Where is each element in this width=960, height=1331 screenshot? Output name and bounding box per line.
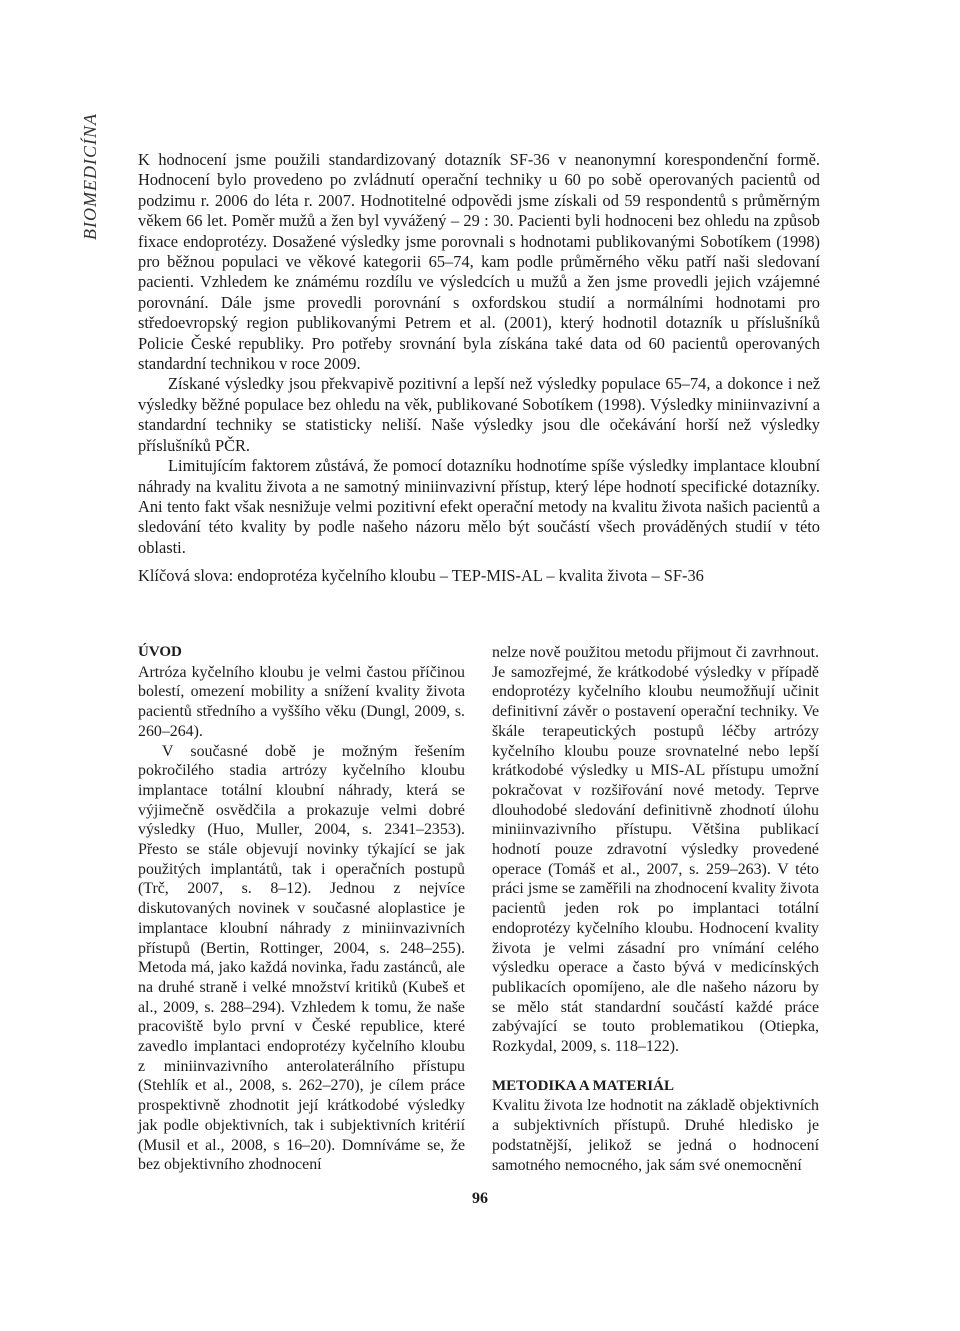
body-paragraph: Artróza kyčelního kloubu je velmi častou příčinou bolestí, omezení mobility a snížení kvality života pacientů středního a vyššího věku (Dungl, 2009, s. 260–264). bbox=[138, 663, 465, 740]
left-column bbox=[138, 643, 465, 1175]
abstract bbox=[138, 150, 820, 558]
heading-uvod: ÚVOD bbox=[138, 644, 182, 660]
heading-metodika: METODIKA A MATERIÁL bbox=[492, 1077, 674, 1094]
right-column bbox=[492, 643, 819, 1175]
section-side-label: BIOMEDICÍNA bbox=[80, 113, 100, 240]
body-paragraph: nelze nově použitou metodu přijmout či zavrhnout. Je samozřejmé, že krátkodobé výsledky v případě endoprotézy kyčelního kloubu neumožňují učinit definitivní závěr o postavení operační techniky. Ve škále terapeutických postupů léčby artrózy kyčelního kloubu pouze srovnatelné nebo lepší krátkodobé výsledky u MIS-AL přístupu umožní pokračovat v rozšiřování nové metody. Teprve dlouhodobé sledování definitivně zhodnotí úlohu miniinvazivního přístupu. Většina publikací hodnotí pouze zdravotní výsledky provedené operace (Tomáš et al., 2007, s. 259–263). V této práci jsme se zaměřili na zhodnocení kvality života pacientů jeden rok po implantaci totální endoprotézy kyčelního kloubu. Hodnocení kvality života je velmi zásadní pro vnímání celého výsledku operace a často bývá v medicínských publikacích opomíjeno, ale dle našeho názoru by se mělo stát standardní součástí každé práce zabývající se touto problematikou (Otiepka, Rozkydal, 2009, s. 118–122). bbox=[492, 644, 819, 1056]
abstract-paragraph: K hodnocení jsme použili standardizovaný dotazník SF-36 v neanonymní korespondenční formě. Hodnocení bylo provedeno po zvládnutí operační techniky u 60 po sobě operovaných pacientů od podzimu r. 2006 do léta r. 2007. Hodnotitelné odpovědi jsme získali od 59 respondentů s průměrným věkem 66 let. Poměr mužů a žen byl vyvážený – 29 : 30. Pacienti byli hodnoceni bez ohledu na způsob fixace endoprotézy. Dosažené výsledky jsme porovnali s hodnotami publikovanými Sobotíkem (1998) pro běžnou populaci ve věkové kategorii 65–74, kam podle průměrného věku patří naši sledovaní pacienti. Vzhledem ke známému rozdílu ve výsledcích u mužů a žen jsme provedli jejich vzájemné porovnání. Dále jsme provedli porovnání s oxfordskou studií a normálními hodnotami pro středoevropský region publikovanými Petrem et al. (2001), který hodnotil dotazník u příslušníků Policie České republiky. Pro potřeby srovnání byla získána také data od 60 pacientů operovaných standardní technikou v roce 2009. bbox=[138, 150, 820, 374]
body-paragraph: V současné době je možným řešením pokročilého stadia artrózy kyčelního kloubu implantace totální kloubní náhrady, která se výjimečně osvědčila a prokazuje velmi dobré výsledky (Huo, Muller, 2004, s. 2341–2353). Přesto se stále objevují novinky týkající se jak použitých implantátů, tak i operačních postupů (Trč, 2007, s. 8–12). Jednou z nejvíce diskutovaných novinek v současné aloplastice je implantace kloubní náhrady z miniinvazivních přístupů (Bertin, Rottinger, 2004, s. 248–255). Metoda má, jako každá novinka, řadu zastánců, ale na druhé straně i velké množství kritiků (Kubeš et al., 2009, s. 288–294). Vzhledem k tomu, že naše pracoviště bylo první v České republice, které zavedlo implantaci endoprotézy kyčelního kloubu z miniinvazivního anterolaterálního přístupu (Stehlík et al., 2008, s. 262–270), je cílem práce prospektivně zhodnotit její krátkodobé výsledky jak podle objektivních, tak i subjektivních kritérií (Musil et al., 2008, s 16–20). Domníváme se, že bez objektivního zhodnocení bbox=[138, 742, 465, 1174]
abstract-paragraph: Získané výsledky jsou překvapivě pozitivní a lepší než výsledky populace 65–74, a dokonce i než výsledky běžné populace bez ohledu na věk, publikované Sobotíkem (1998). Výsledky miniinvazivní a standardní techniky se statisticky neliší. Naše výsledky jsou dle očekávání horší než výsledky příslušníků PČR. bbox=[138, 374, 820, 455]
abstract-paragraph: Limitujícím faktorem zůstává, že pomocí dotazníku hodnotíme spíše výsledky implantace kloubní náhrady na kvalitu života a ne samotný miniinvazivní přístup, který lépe hodnotí specifické dotazníky. Ani tento fakt však nesnižuje velmi pozitivní efekt operační metody na kvalitu života našich pacientů a sledování této kvality by podle našeho názoru mělo být součástí všech prováděných studií v této oblasti. bbox=[138, 456, 820, 557]
keywords: Klíčová slova: endoprotéza kyčelního kloubu – TEP-MIS-AL – kvalita života – SF-36 bbox=[138, 566, 704, 585]
body-paragraph: Kvalitu života lze hodnotit na základě objektivních a subjektivních přístupů. Druhé hledisko je podstatnější, jelikož se jedná o hodnocení samotného nemocného, jak sám své onemocnění bbox=[492, 1097, 819, 1174]
page-number: 96 bbox=[472, 1190, 488, 1207]
